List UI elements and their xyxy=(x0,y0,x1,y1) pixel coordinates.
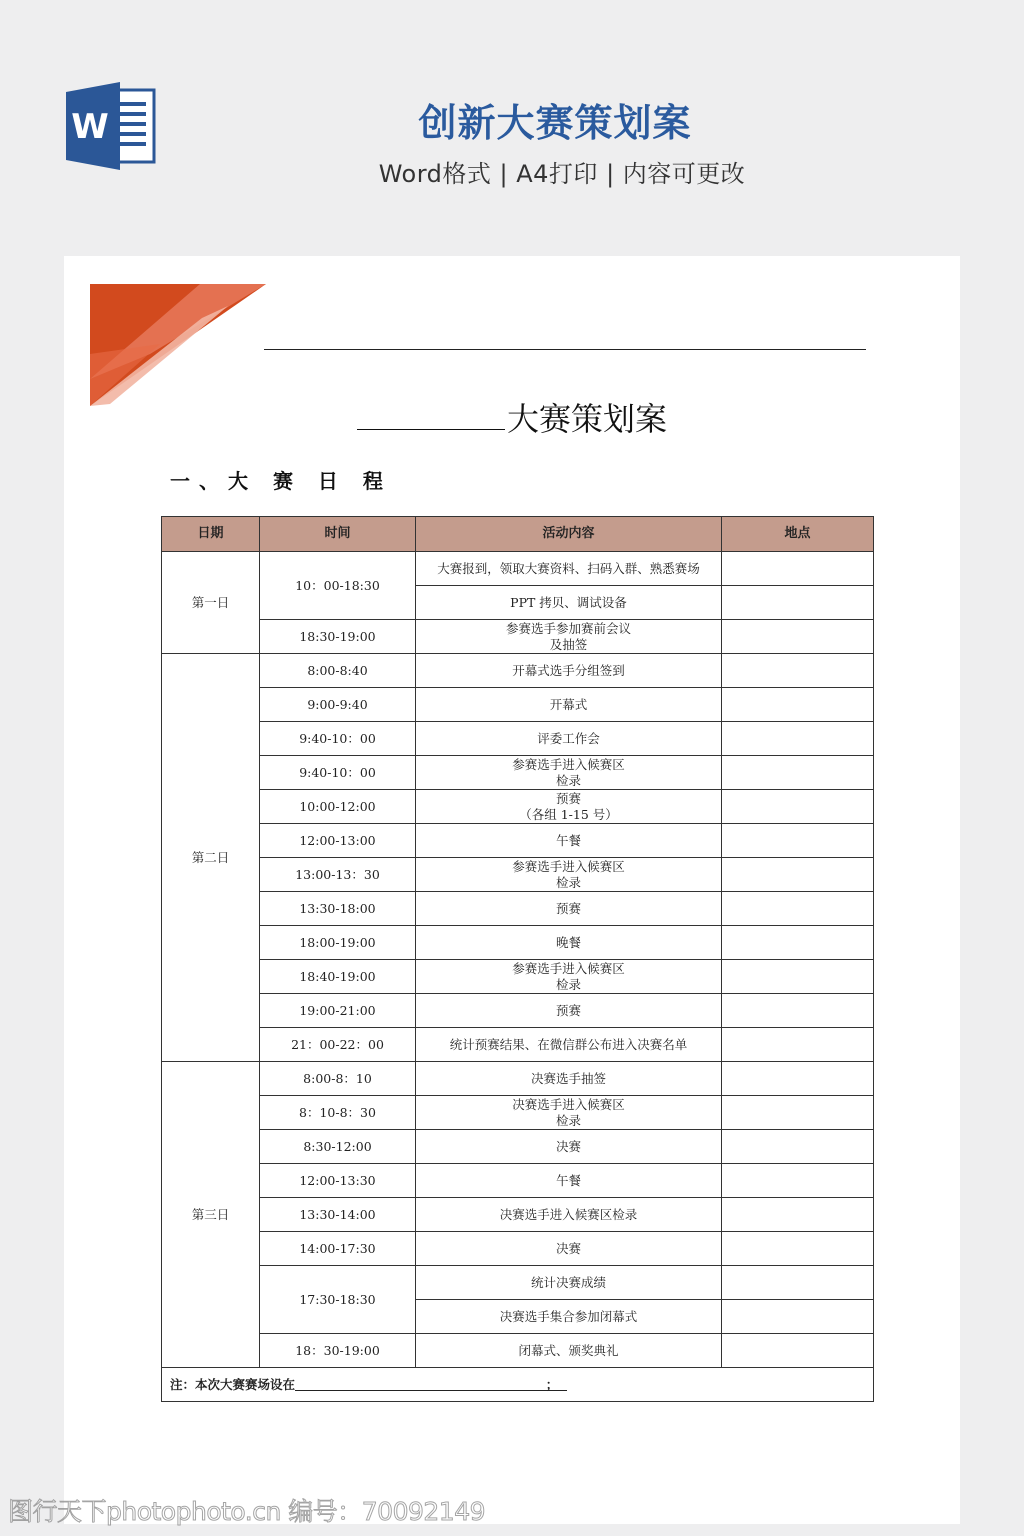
time-cell: 12:00-13:30 xyxy=(260,1164,416,1198)
location-cell xyxy=(722,994,874,1028)
header-location: 地点 xyxy=(722,517,874,552)
time-cell: 13:30-18:00 xyxy=(260,892,416,926)
section-heading: 一、大 赛 日 程 xyxy=(170,469,392,493)
location-cell xyxy=(722,926,874,960)
activity-cell: 参赛选手进入候赛区 检录 xyxy=(416,858,722,892)
table-row xyxy=(162,722,874,756)
top-rule xyxy=(264,349,866,350)
time-cell: 13:00-13：30 xyxy=(260,858,416,892)
activity-cell: 预赛 xyxy=(416,892,722,926)
location-cell xyxy=(722,756,874,790)
location-cell xyxy=(722,552,874,586)
table-row xyxy=(162,1164,874,1198)
time-cell: 18:00-19:00 xyxy=(260,926,416,960)
location-cell xyxy=(722,722,874,756)
table-row xyxy=(162,1130,874,1164)
location-cell xyxy=(722,824,874,858)
table-row xyxy=(162,824,874,858)
location-cell xyxy=(722,1028,874,1062)
note-row xyxy=(162,1368,874,1402)
table-row xyxy=(162,756,874,790)
header-subtitle: Word格式 | A4打印 | 内容可更改 xyxy=(378,160,746,188)
location-cell xyxy=(722,1266,874,1300)
table-row xyxy=(162,960,874,994)
day-cell: 第三日 xyxy=(162,1062,260,1368)
location-cell xyxy=(722,586,874,620)
time-cell: 12:00-13:00 xyxy=(260,824,416,858)
header-activity: 活动内容 xyxy=(416,517,722,552)
svg-text:W: W xyxy=(71,107,109,147)
table-row xyxy=(162,1198,874,1232)
location-cell xyxy=(722,790,874,824)
location-cell xyxy=(722,1164,874,1198)
time-cell: 8:00-8：10 xyxy=(260,1062,416,1096)
activity-cell: 午餐 xyxy=(416,1164,722,1198)
time-cell: 8:30-12:00 xyxy=(260,1130,416,1164)
document-title xyxy=(64,394,960,440)
location-cell xyxy=(722,688,874,722)
location-cell xyxy=(722,1062,874,1096)
time-cell: 10：00-18:30 xyxy=(260,552,416,620)
time-cell: 18：30-19:00 xyxy=(260,1334,416,1368)
table-row xyxy=(162,994,874,1028)
activity-cell: 参赛选手进入候赛区 检录 xyxy=(416,756,722,790)
activity-cell: 决赛 xyxy=(416,1130,722,1164)
time-cell: 9:00-9:40 xyxy=(260,688,416,722)
table-row xyxy=(162,926,874,960)
table-row xyxy=(162,1096,874,1130)
activity-cell: 决赛选手抽签 xyxy=(416,1062,722,1096)
activity-cell: PPT 拷贝、调试设备 xyxy=(416,586,722,620)
activity-cell: 决赛选手进入候赛区 检录 xyxy=(416,1096,722,1130)
table-row xyxy=(162,1334,874,1368)
location-cell xyxy=(722,1130,874,1164)
table-header-row xyxy=(162,517,874,552)
activity-cell: 评委工作会 xyxy=(416,722,722,756)
location-cell xyxy=(722,1334,874,1368)
time-cell: 8:00-8:40 xyxy=(260,654,416,688)
time-cell: 21：00-22：00 xyxy=(260,1028,416,1062)
table-row xyxy=(162,654,874,688)
location-cell xyxy=(722,960,874,994)
location-cell xyxy=(722,1300,874,1334)
watermark: 图行天下photophoto.cn 编号：70092149 xyxy=(8,1497,486,1526)
location-cell xyxy=(722,892,874,926)
location-cell xyxy=(722,858,874,892)
table-row xyxy=(162,1232,874,1266)
time-cell: 9:40-10：00 xyxy=(260,756,416,790)
activity-cell: 决赛选手进入候赛区检录 xyxy=(416,1198,722,1232)
time-cell: 10:00-12:00 xyxy=(260,790,416,824)
table-row xyxy=(162,552,874,586)
corner-decoration xyxy=(90,284,266,406)
table-row xyxy=(162,1062,874,1096)
activity-cell: 午餐 xyxy=(416,824,722,858)
table-row xyxy=(162,1266,874,1300)
note-end: ； xyxy=(545,1376,559,1392)
header-time: 时间 xyxy=(260,517,416,552)
note-label: 注：本次大赛赛场设在 xyxy=(170,1376,296,1392)
header-date: 日期 xyxy=(162,517,260,552)
activity-cell: 统计预赛结果、在微信群公布进入决赛名单 xyxy=(416,1028,722,1062)
activity-cell: 闭幕式、颁奖典礼 xyxy=(416,1334,722,1368)
title-blank-line xyxy=(357,396,505,430)
time-cell: 14:00-17:30 xyxy=(260,1232,416,1266)
time-cell: 18:30-19:00 xyxy=(260,620,416,654)
activity-cell: 晚餐 xyxy=(416,926,722,960)
location-cell xyxy=(722,1198,874,1232)
location-cell xyxy=(722,1232,874,1266)
document-page xyxy=(64,256,960,1524)
time-cell: 8：10-8：30 xyxy=(260,1096,416,1130)
schedule-table xyxy=(161,516,874,1402)
location-cell xyxy=(722,654,874,688)
day-cell: 第二日 xyxy=(162,654,260,1062)
activity-cell: 开幕式 xyxy=(416,688,722,722)
activity-cell: 预赛 xyxy=(416,994,722,1028)
table-row xyxy=(162,620,874,654)
table-row xyxy=(162,688,874,722)
location-cell xyxy=(722,1096,874,1130)
activity-cell: 统计决赛成绩 xyxy=(416,1266,722,1300)
table-row xyxy=(162,1028,874,1062)
activity-cell: 大赛报到，领取大赛资料、扫码入群、熟悉赛场 xyxy=(416,552,722,586)
document-title-text: 大赛策划案 xyxy=(506,400,667,438)
activity-cell: 开幕式选手分组签到 xyxy=(416,654,722,688)
activity-cell: 决赛选手集合参加闭幕式 xyxy=(416,1300,722,1334)
time-cell: 19:00-21:00 xyxy=(260,994,416,1028)
table-row xyxy=(162,790,874,824)
activity-cell: 预赛 （各组 1-15 号） xyxy=(416,790,722,824)
time-cell: 17:30-18:30 xyxy=(260,1266,416,1334)
activity-cell: 参赛选手参加赛前会议 及抽签 xyxy=(416,620,722,654)
location-cell xyxy=(722,620,874,654)
time-cell: 13:30-14:00 xyxy=(260,1198,416,1232)
schedule-body xyxy=(162,552,874,1368)
activity-cell: 参赛选手进入候赛区 检录 xyxy=(416,960,722,994)
note-blank-line xyxy=(295,1377,567,1391)
header-title: 创新大赛策划案 xyxy=(418,101,692,145)
time-cell: 9:40-10：00 xyxy=(260,722,416,756)
table-row xyxy=(162,858,874,892)
table-row xyxy=(162,892,874,926)
day-cell: 第一日 xyxy=(162,552,260,654)
time-cell: 18:40-19:00 xyxy=(260,960,416,994)
note-cell xyxy=(162,1368,874,1402)
activity-cell: 决赛 xyxy=(416,1232,722,1266)
